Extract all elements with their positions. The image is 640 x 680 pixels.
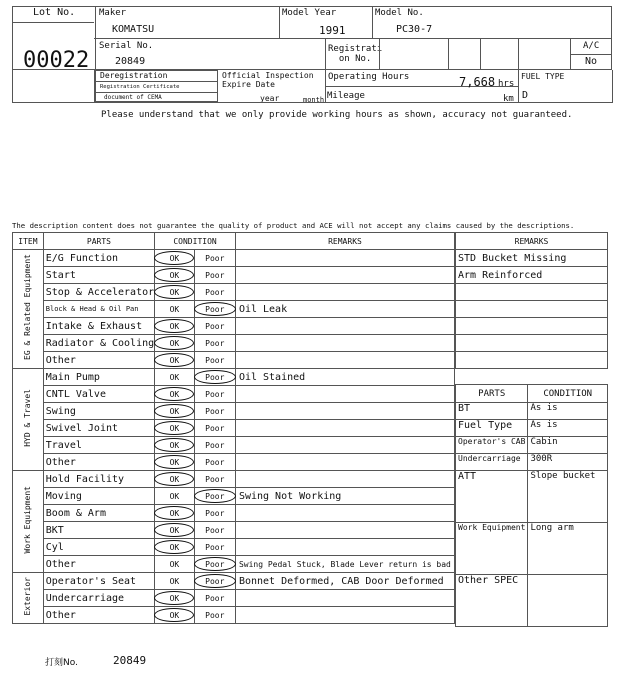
month-label: month xyxy=(303,96,325,104)
part-name: Other xyxy=(43,352,154,369)
table-row xyxy=(13,522,455,539)
poor-option xyxy=(194,573,235,590)
table-row xyxy=(13,369,455,386)
poor-label: Poor xyxy=(205,406,225,416)
part-name: Other xyxy=(43,607,154,624)
poor-option xyxy=(194,386,235,403)
poor-label: Poor xyxy=(205,372,225,382)
remark-cell: Swing Pedal Stuck, Blade Lever return is bad xyxy=(235,556,454,573)
ok-option xyxy=(155,386,195,403)
poor-label: Poor xyxy=(205,389,225,399)
right-part-name: ATT xyxy=(456,471,528,523)
list-item xyxy=(456,284,608,301)
inspection-label: Official Inspection Expire Date xyxy=(222,71,314,89)
poor-label: Poor xyxy=(205,593,225,603)
part-name: Stop & Accelerator xyxy=(43,284,154,301)
hours-note: Please understand that we only provide working hours as shown, accuracy not guaranteed. xyxy=(101,110,573,120)
table-row xyxy=(13,352,455,369)
list-item xyxy=(456,301,608,318)
right-remarks-table xyxy=(455,232,608,369)
list-item xyxy=(456,318,608,335)
remark-cell: Bonnet Deformed, CAB Door Deformed xyxy=(235,573,454,590)
ok-label: OK xyxy=(169,355,180,365)
part-name: CNTL Valve xyxy=(43,386,154,403)
ok-option xyxy=(155,318,195,335)
right-part-condition: 300R xyxy=(528,454,608,471)
table-row xyxy=(13,386,455,403)
ok-option xyxy=(155,573,195,590)
ok-label: OK xyxy=(169,457,180,467)
ok-label: OK xyxy=(169,372,180,382)
disclaimer: The description content does not guarantee the quality of product and ACE will not accept any claims caused by the descriptions. xyxy=(12,221,575,230)
right-part-name: Other SPEC xyxy=(456,575,528,627)
dereg-label: Deregistration xyxy=(100,71,168,80)
poor-option xyxy=(194,437,235,454)
poor-option xyxy=(194,267,235,284)
col-condition: CONDITION xyxy=(155,233,236,250)
part-name: Swing xyxy=(43,403,154,420)
condition-table xyxy=(12,232,455,624)
poor-option xyxy=(194,318,235,335)
footer-label: 打刻No. xyxy=(45,658,78,668)
model-no-label: Model No. xyxy=(375,8,424,18)
poor-option xyxy=(194,590,235,607)
table-row xyxy=(13,590,455,607)
poor-label: Poor xyxy=(205,321,225,331)
table-row xyxy=(13,539,455,556)
mileage-label: Mileage xyxy=(327,91,365,101)
part-name: Moving xyxy=(43,488,154,505)
ok-option xyxy=(155,607,195,624)
part-name: E/G Function xyxy=(43,250,154,267)
remark-cell xyxy=(235,403,454,420)
ok-option xyxy=(155,590,195,607)
table-row xyxy=(13,318,455,335)
table-row xyxy=(13,454,455,471)
poor-label: Poor xyxy=(205,287,225,297)
model-no-value: PC30-7 xyxy=(396,24,433,35)
part-name: Boom & Arm xyxy=(43,505,154,522)
reg-cert-label: Registration Certificate xyxy=(100,84,180,90)
poor-label: Poor xyxy=(205,525,225,535)
poor-option xyxy=(194,488,235,505)
ok-option xyxy=(155,369,195,386)
remark-cell xyxy=(235,335,454,352)
ac-label: A/C xyxy=(583,41,600,51)
list-item xyxy=(456,335,608,352)
right-remark xyxy=(456,318,608,335)
operating-hours-label: Operating Hours xyxy=(328,72,410,82)
ok-option xyxy=(155,488,195,505)
serial-value: 20849 xyxy=(115,56,146,67)
ok-option xyxy=(155,301,195,318)
poor-option xyxy=(194,522,235,539)
poor-option xyxy=(194,369,235,386)
col-remarks: REMARKS xyxy=(235,233,454,250)
table-row xyxy=(13,556,455,573)
table-row xyxy=(13,420,455,437)
table-row xyxy=(456,420,608,437)
poor-option xyxy=(194,607,235,624)
part-name: Travel xyxy=(43,437,154,454)
part-name: Other xyxy=(43,454,154,471)
right-remark: Arm Reinforced xyxy=(456,267,608,284)
right-remark xyxy=(456,335,608,352)
poor-label: Poor xyxy=(205,253,225,263)
right-part-name: Operator's CAB xyxy=(456,437,528,454)
ok-label: OK xyxy=(169,474,180,484)
table-row xyxy=(456,403,608,420)
ok-label: OK xyxy=(169,253,180,263)
right-part-name: Undercarriage xyxy=(456,454,528,471)
group-label: Exterior xyxy=(23,576,33,616)
ok-label: OK xyxy=(169,610,180,620)
poor-label: Poor xyxy=(205,508,225,518)
remark-cell xyxy=(235,522,454,539)
registration-label: Registrati on No. xyxy=(328,44,383,64)
poor-label: Poor xyxy=(205,457,225,467)
right-remark xyxy=(456,284,608,301)
ok-option xyxy=(155,267,195,284)
ok-option xyxy=(155,335,195,352)
part-name: Start xyxy=(43,267,154,284)
poor-option xyxy=(194,284,235,301)
ok-label: OK xyxy=(169,270,180,280)
right-parts-header: PARTS xyxy=(456,385,528,403)
year-label: year xyxy=(260,94,280,103)
table-row xyxy=(13,471,455,488)
right-remark: STD Bucket Missing xyxy=(456,250,608,267)
right-parts-table xyxy=(455,384,608,627)
poor-option xyxy=(194,403,235,420)
remark-cell xyxy=(235,318,454,335)
poor-option xyxy=(194,420,235,437)
ok-label: OK xyxy=(169,542,180,552)
ok-option xyxy=(155,471,195,488)
ok-option xyxy=(155,284,195,301)
model-year-value: 1991 xyxy=(319,24,346,37)
table-row xyxy=(13,488,455,505)
part-name: Block & Head & Oil Pan xyxy=(43,301,154,318)
ok-label: OK xyxy=(169,423,180,433)
ok-label: OK xyxy=(169,440,180,450)
ok-option xyxy=(155,420,195,437)
ok-option xyxy=(155,352,195,369)
part-name: Main Pump xyxy=(43,369,154,386)
poor-option xyxy=(194,250,235,267)
hrs-unit: hrs xyxy=(498,79,515,89)
ok-label: OK xyxy=(169,559,180,569)
remark-cell xyxy=(235,386,454,403)
poor-label: Poor xyxy=(205,559,225,569)
poor-label: Poor xyxy=(205,576,225,586)
group-label: EG & Related Equipment xyxy=(23,254,33,360)
ok-option xyxy=(155,539,195,556)
part-name: Swivel Joint xyxy=(43,420,154,437)
maker-value: KOMATSU xyxy=(112,24,155,35)
group-label: HYD & Travel xyxy=(23,388,33,447)
table-row xyxy=(456,454,608,471)
model-year-label: Model Year xyxy=(282,8,337,18)
right-part-condition: Cabin xyxy=(528,437,608,454)
table-row xyxy=(13,437,455,454)
remark-cell: Oil Leak xyxy=(235,301,454,318)
ok-label: OK xyxy=(169,525,180,535)
remark-cell xyxy=(235,267,454,284)
table-row xyxy=(13,335,455,352)
poor-option xyxy=(194,335,235,352)
right-part-condition: Long arm xyxy=(528,523,608,575)
poor-option xyxy=(194,301,235,318)
remark-cell: Oil Stained xyxy=(235,369,454,386)
part-name: Undercarriage xyxy=(43,590,154,607)
part-name: Intake & Exhaust xyxy=(43,318,154,335)
remark-cell xyxy=(235,607,454,624)
table-row xyxy=(13,250,455,267)
poor-option xyxy=(194,471,235,488)
poor-option xyxy=(194,505,235,522)
list-item xyxy=(456,267,608,284)
table-row xyxy=(456,523,608,575)
ok-label: OK xyxy=(169,406,180,416)
table-row xyxy=(13,573,455,590)
table-row xyxy=(13,284,455,301)
poor-label: Poor xyxy=(205,304,225,314)
ok-label: OK xyxy=(169,389,180,399)
right-part-name: BT xyxy=(456,403,528,420)
poor-label: Poor xyxy=(205,423,225,433)
right-part-condition: As is xyxy=(528,403,608,420)
ok-option xyxy=(155,403,195,420)
table-row xyxy=(13,505,455,522)
poor-label: Poor xyxy=(205,474,225,484)
poor-label: Poor xyxy=(205,270,225,280)
right-condition-header: CONDITION xyxy=(528,385,608,403)
right-part-name: Work Equipment xyxy=(456,523,528,575)
poor-label: Poor xyxy=(205,610,225,620)
lot-value: 00022 xyxy=(23,48,90,73)
ok-label: OK xyxy=(169,304,180,314)
part-name: BKT xyxy=(43,522,154,539)
ok-option xyxy=(155,505,195,522)
table-row xyxy=(456,575,608,627)
right-part-condition: As is xyxy=(528,420,608,437)
remark-cell xyxy=(235,454,454,471)
fuel-type-label: FUEL TYPE xyxy=(521,72,565,81)
ok-label: OK xyxy=(169,287,180,297)
ok-label: OK xyxy=(169,593,180,603)
remark-cell xyxy=(235,437,454,454)
right-part-condition: Slope bucket xyxy=(528,471,608,523)
remark-cell: Swing Not Working xyxy=(235,488,454,505)
table-row xyxy=(456,437,608,454)
part-name: Other xyxy=(43,556,154,573)
poor-option xyxy=(194,454,235,471)
right-remark xyxy=(456,352,608,369)
footer-value: 20849 xyxy=(113,654,147,667)
ok-label: OK xyxy=(169,491,180,501)
serial-label: Serial No. xyxy=(99,41,154,51)
maker-label: Maker xyxy=(99,8,127,18)
ok-label: OK xyxy=(169,576,180,586)
ok-label: OK xyxy=(169,321,180,331)
col-item: ITEM xyxy=(13,233,44,250)
part-name: Hold Facility xyxy=(43,471,154,488)
ok-label: OK xyxy=(169,508,180,518)
part-name: Radiator & Cooling xyxy=(43,335,154,352)
ok-option xyxy=(155,454,195,471)
col-parts: PARTS xyxy=(43,233,154,250)
ac-value: No xyxy=(585,56,598,67)
poor-label: Poor xyxy=(205,542,225,552)
part-name: Operator's Seat xyxy=(43,573,154,590)
part-name: Cyl xyxy=(43,539,154,556)
group-label: Work Equipment xyxy=(23,485,33,554)
remark-cell xyxy=(235,539,454,556)
poor-label: Poor xyxy=(205,355,225,365)
right-remarks-header: REMARKS xyxy=(456,233,608,250)
ok-label: OK xyxy=(169,338,180,348)
poor-label: Poor xyxy=(205,440,225,450)
table-row xyxy=(13,301,455,318)
cema-label: document of CEMA xyxy=(104,94,162,101)
km-unit: km xyxy=(503,94,514,104)
fuel-type-value: D xyxy=(522,90,529,101)
poor-label: Poor xyxy=(205,338,225,348)
poor-option xyxy=(194,556,235,573)
right-part-name: Fuel Type xyxy=(456,420,528,437)
remark-cell xyxy=(235,471,454,488)
remark-cell xyxy=(235,284,454,301)
right-part-condition xyxy=(528,575,608,627)
remark-cell xyxy=(235,352,454,369)
list-item xyxy=(456,250,608,267)
lot-label: Lot No. xyxy=(33,7,76,18)
remark-cell xyxy=(235,420,454,437)
poor-option xyxy=(194,352,235,369)
table-row xyxy=(456,471,608,523)
remark-cell xyxy=(235,250,454,267)
remark-cell xyxy=(235,590,454,607)
table-row xyxy=(13,607,455,624)
right-remark xyxy=(456,301,608,318)
ok-option xyxy=(155,250,195,267)
poor-label: Poor xyxy=(205,491,225,501)
ok-option xyxy=(155,556,195,573)
poor-option xyxy=(194,539,235,556)
operating-hours-value: 7,668 xyxy=(459,75,496,89)
table-row xyxy=(13,267,455,284)
remark-cell xyxy=(235,505,454,522)
ok-option xyxy=(155,437,195,454)
ok-option xyxy=(155,522,195,539)
table-row xyxy=(13,403,455,420)
list-item xyxy=(456,352,608,369)
